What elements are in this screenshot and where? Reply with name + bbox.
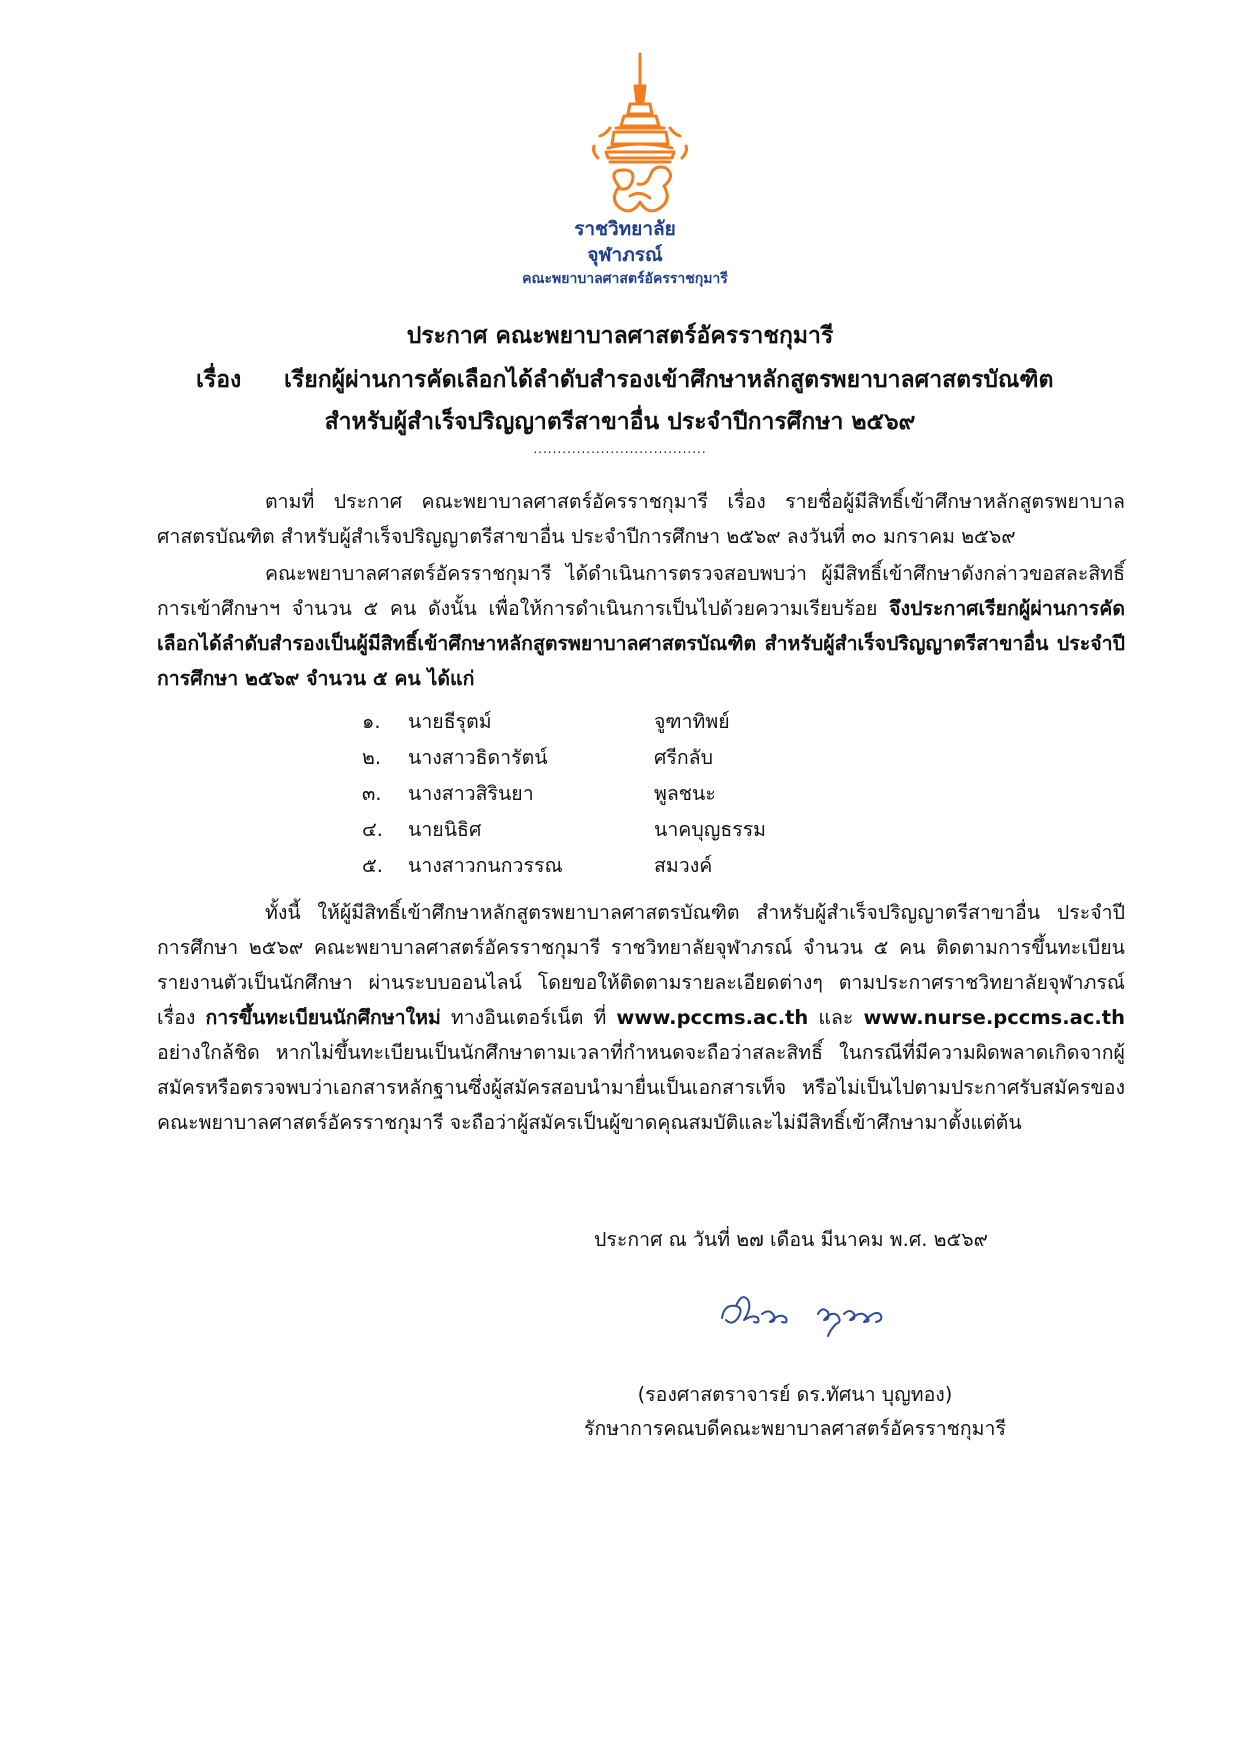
announcement-date: ประกาศ ณ วันที่ ๒๗ เดือน มีนาคม พ.ศ. ๒๕๖๙ — [594, 1228, 988, 1251]
list-item-last-name: สมวงค์ — [654, 854, 713, 877]
announcement-title: ประกาศ คณะพยาบาลศาสตร์อัครราชกุมารี — [406, 323, 834, 349]
paragraph-reference: ตามที่ ประกาศ คณะพยาบาลศาสตร์อัครราชกุมารี เรื่อง รายชื่อผู้มีสิทธิ์เข้าศึกษาหลักสูตรพยาบาลศาสตรบัณฑิต สำหรับผู้สำเร็จปริญญาตรีสาขาอื่น ประจำปีการศึกษา ๒๕๖๙ ลงวันที่ ๓๐ มกราคม ๒๕๖๙ — [157, 490, 1125, 548]
list-item-number: ๕. — [362, 854, 383, 877]
list-item-number: ๒. — [362, 746, 382, 769]
list-item-number: ๓. — [362, 782, 382, 805]
list-item-first-name: นางสาวสิรินยา — [408, 782, 534, 805]
paragraph-registration-text-d: อย่างใกล้ชิด หากไม่ขึ้นทะเบียนเป็นนักศึกษาตามเวลาที่กำหนดจะถือว่าสละสิทธิ์ ในกรณีที่มีความผิดพลาดเกิดจากผู้สมัครหรือตรวจพบว่าเอกสารหลักฐานซึ่งผู้สมัครสอบนำมายื่นเป็นเอกสารเท็จ หรือไม่เป็นไปตามประกาศรับสมัครของคณะพยาบาลศาสตร์อัครราชกุมารี จะถือว่าผู้สมัครเป็นผู้ขาดคุณสมบัติและไม่มีสิทธิ์เข้าศึกษามาตั้งแต่ต้น — [157, 1041, 1125, 1134]
list-item-number: ๑. — [362, 710, 381, 733]
paragraph-registration-text-a: ทั้งนี้ ให้ผู้มีสิทธิ์เข้าศึกษาหลักสูตรพยาบาลศาสตรบัณฑิต สำหรับผู้สำเร็จปริญญาตรีสาขาอื่น ประจำปีการศึกษา ๒๕๖๙ คณะพยาบาลศาสตร์อัครราชกุมารี ราชวิทยาลัยจุฬาภรณ์ จำนวน ๕ คน ติดตามการขึ้นทะเบียนรายงานตัวเป็นนักศึกษา ผ่านระบบออนไลน์ โดยขอให้ติดตามรายละเอียดต่างๆ ตามประกาศราชวิทยาลัยจุฬาภรณ์ เรื่อง — [157, 901, 1125, 1029]
subject-line-1: เรียกผู้ผ่านการคัดเลือกได้ลำดับสำรองเข้าศึกษาหลักสูตรพยาบาลศาสตรบัณฑิต — [284, 367, 1054, 393]
paragraph-registration-text-b: ทางอินเตอร์เน็ต ที่ — [440, 1006, 617, 1029]
handwritten-signature — [714, 1284, 896, 1340]
list-item-first-name: นายนิธิศ — [408, 818, 482, 841]
pccms-website-link[interactable]: www.pccms.ac.th — [616, 1006, 809, 1029]
logo-text-faculty: คณะพยาบาลศาสตร์อัครราชกุมารี — [522, 271, 728, 287]
signer-name: (รองศาสตราจารย์ ดร.ทัศนา บุญทอง) — [637, 1383, 953, 1406]
separator-dots: .................................... — [533, 442, 707, 456]
list-item-first-name: นายธีรุตม์ — [408, 710, 492, 733]
list-item-number: ๔. — [362, 818, 383, 841]
logo-text-college: ราชวิทยาลัย — [574, 218, 676, 240]
subject-line-2: สำหรับผู้สำเร็จปริญญาตรีสาขาอื่น ประจำปีการศึกษา ๒๕๖๙ — [324, 409, 916, 435]
registration-topic: การขึ้นทะเบียนนักศึกษาใหม่ — [205, 1006, 441, 1029]
paragraph-registration-text-c: และ — [808, 1006, 864, 1029]
logo-text-chulabhorn: จุฬาภรณ์ — [587, 244, 663, 266]
paragraph-announcement-text: คณะพยาบาลศาสตร์อัครราชกุมารี ได้ดำเนินการตรวจสอบพบว่า ผู้มีสิทธิ์เข้าศึกษาดังกล่าวขอสละสิทธิ์การเข้าศึกษาฯ จำนวน ๕ คน ดังนั้น เพื่อให้การดำเนินการเป็นไปด้วยความเรียบร้อย — [157, 562, 1125, 620]
list-item-last-name: นาคบุญธรรม — [654, 818, 767, 841]
list-item-last-name: พูลชนะ — [654, 782, 716, 805]
signer-title: รักษาการคณบดีคณะพยาบาลศาสตร์อัครราชกุมารี — [584, 1417, 1006, 1440]
subject-label: เรื่อง — [196, 367, 242, 393]
paragraph-registration — [157, 895, 1125, 1140]
list-item-last-name: จูฑาทิพย์ — [654, 710, 730, 733]
list-item-first-name: นางสาวกนกวรรณ — [408, 854, 563, 877]
paragraph-announcement — [157, 556, 1125, 696]
paragraph-announcement-bold: จึงประกาศเรียกผู้ผ่านการคัดเลือกได้ลำดับสำรองเป็นผู้มีสิทธิ์เข้าศึกษาหลักสูตรพยาบาลศาสตรบัณฑิต สำหรับผู้สำเร็จปริญญาตรีสาขาอื่น ประจำปีการศึกษา ๒๕๖๙ จำนวน ๕ คน ได้แก่ — [157, 597, 1125, 690]
list-item-last-name: ศรีกลับ — [654, 746, 713, 769]
nurse-website-link[interactable]: www.nurse.pccms.ac.th — [863, 1006, 1126, 1029]
list-item-first-name: นางสาวธิดารัตน์ — [408, 746, 548, 769]
